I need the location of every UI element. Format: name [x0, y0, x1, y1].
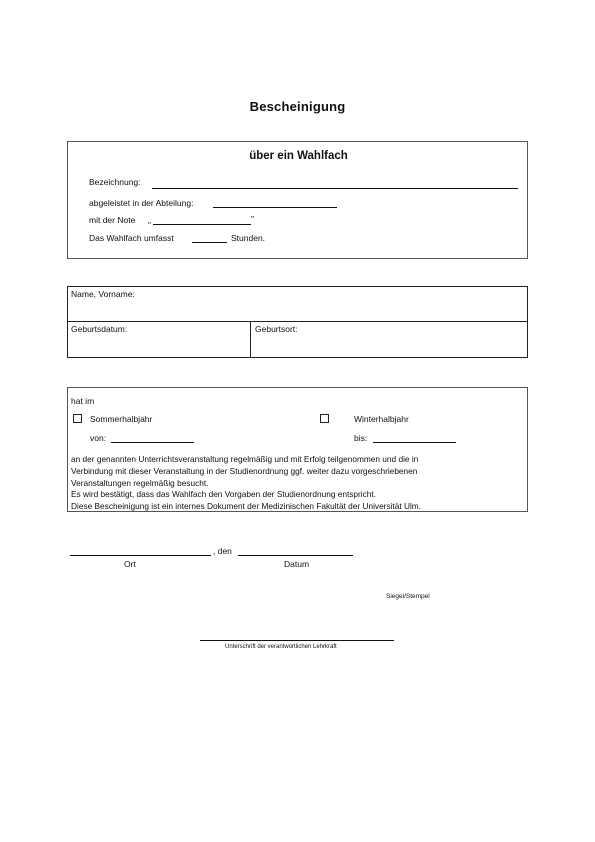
from-field[interactable]: [111, 442, 194, 443]
from-label: von:: [90, 433, 107, 443]
paragraph-line: Es wird bestätigt, dass das Wahlfach den Vorgaben der Studienordnung entspricht.: [71, 489, 377, 500]
seal-label: Siegel/Stempel: [386, 593, 430, 600]
hours-field[interactable]: [192, 242, 227, 243]
personal-data-table: [67, 286, 528, 358]
until-label: bis:: [354, 433, 368, 443]
until-field[interactable]: [373, 442, 456, 443]
grade-close-quote: ": [251, 214, 255, 224]
summer-checkbox[interactable]: [73, 414, 82, 423]
department-label: abgeleistet in der Abteilung:: [89, 198, 194, 208]
winter-checkbox[interactable]: [320, 414, 329, 423]
intro-label: hat im: [71, 396, 95, 406]
grade-open-quote: „: [148, 215, 151, 225]
summer-label: Sommerhalbjahr: [90, 414, 153, 424]
hours-prefix-label: Das Wahlfach umfasst: [89, 233, 174, 243]
paragraph-line: Verbindung mit dieser Veranstaltung in der Studienordnung ggf. weiter dazu vorgeschriebenen: [71, 465, 418, 476]
box-subtitle: über ein Wahlfach: [249, 150, 348, 162]
semester-box: [67, 387, 528, 512]
date-label: Datum: [284, 559, 310, 569]
hours-suffix-label: Stunden.: [231, 233, 266, 243]
signature-label: Unterschrift der verantwortlichen Lehrkraft: [225, 644, 337, 650]
paragraph-line: Diese Bescheinigung ist ein internes Dokument der Medizinischen Fakultät der Universität Ulm.: [71, 501, 422, 512]
department-field[interactable]: [213, 207, 337, 208]
paragraph-line: Veranstaltungen regelmäßig besucht.: [71, 477, 209, 488]
grade-field[interactable]: [153, 224, 251, 225]
birthdate-label: Geburtsdatum:: [71, 324, 128, 334]
winter-label: Winterhalbjahr: [354, 414, 409, 424]
designation-field[interactable]: [152, 188, 518, 189]
designation-label: Bezeichnung:: [89, 177, 141, 187]
place-field[interactable]: [70, 555, 211, 556]
table-divider: [250, 322, 251, 357]
place-label: Ort: [124, 559, 136, 569]
elective-subject-box: [67, 141, 528, 259]
paragraph-line: an der genannten Unterrichtsveranstaltung regelmäßig und mit Erfolg teilgenommen und die in: [71, 454, 419, 464]
signature-field[interactable]: [200, 640, 394, 641]
date-field[interactable]: [238, 555, 353, 556]
page-title: Bescheinigung: [249, 99, 346, 114]
grade-label: mit der Note: [89, 215, 136, 225]
confirmation-paragraph: [71, 454, 526, 513]
comma-den-label: , den: [213, 546, 232, 556]
name-row[interactable]: [68, 287, 527, 322]
name-label: Name, Vorname:: [71, 289, 135, 299]
birthplace-label: Geburtsort:: [255, 324, 298, 334]
